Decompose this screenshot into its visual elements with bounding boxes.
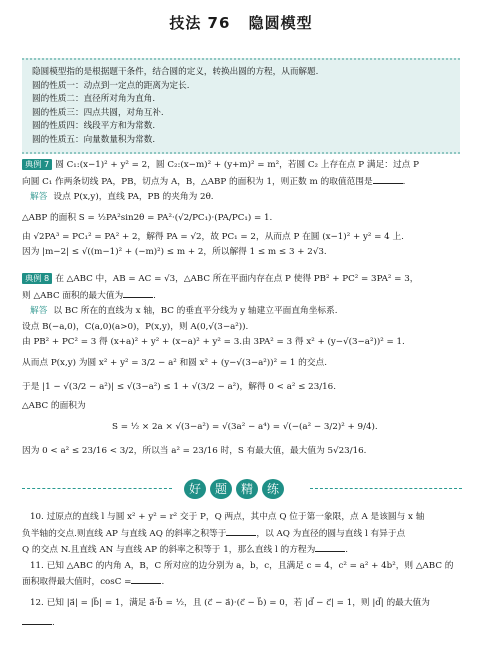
question-text: 在 △ABC 中，AB = AC = √3，△ABC 所在平面内存在点 P 使得 PB² + PC² = 3PA² = 3， — [55, 274, 419, 284]
intro-line: 隐圆模型指的是根据题干条件，结合圆的定义，转换出圆的方程，从而解题. — [32, 67, 319, 77]
example-tag: 典例 8 — [22, 273, 52, 284]
solution-text: 设点 P(x,y)，直线 PA，PB 的夹角为 2θ. — [53, 192, 214, 203]
solution-text: 因为 0 < a² ≤ 23/16 < 3/2，所以当 a² = 23/16 时，S 有最大值，最大值为 5√23/16. — [22, 445, 367, 456]
title-number: 技法 76 — [169, 14, 231, 32]
title-name: 隐圆模型 — [248, 14, 313, 32]
punct: . — [402, 176, 406, 187]
punct: . — [161, 577, 165, 588]
solution-text: 于是 |1 − √(3/2 − a²)| ≤ √(3−a²) ≤ 1 + √(3/2 − a²)，解得 0 < a² ≤ 23/16. — [22, 381, 336, 392]
intro-line: 圆的性质三：四点共圆，对角互补. — [32, 107, 164, 118]
answer-label: 解答 — [30, 192, 48, 203]
punct: . — [52, 617, 55, 628]
divider — [22, 488, 172, 489]
intro-line: 圆的性质四：线段平方和为常数. — [32, 121, 156, 132]
answer-blank — [226, 526, 256, 536]
problem-text: ，以 AQ 为直径的圆与直线 l 有异于点 — [256, 528, 406, 539]
intro-box — [22, 58, 460, 154]
solution-text: 由 √2PA³ = PC₁² = PA² + 2，解得 PA = √2，故 PC₁ = 2，从而点 P 在圆 (x−1)² + y² = 4 上. — [22, 231, 404, 242]
intro-line: 圆的性质一：动点到一定点的距离为定长. — [32, 80, 190, 91]
banner-char: 好 — [184, 479, 206, 499]
solution-text: 以 BC 所在的直线为 x 轴，BC 的垂直平分线为 y 轴建立平面直角坐标系. — [53, 306, 338, 317]
solution-text: 由 PB² + PC² = 3 得 (x+a)² + y² + (x−a)² + y² = 3.由 3PA² = 3 得 x² + (y−√(3−a²))² = 1. — [22, 337, 405, 348]
solution-text: △ABP 的面积 S = ½PA²sin2θ = PA²·(√2/PC₁)·(PA/PC₁) = 1. — [22, 212, 273, 223]
banner-char: 精 — [236, 479, 258, 499]
answer-blank — [22, 615, 52, 625]
answer-blank — [315, 542, 345, 552]
solution-text: 从而点 P(x,y) 为圆 x² + y² = 3/2 − a² 和圆 x² + (y−√(3−a²))² = 1 的交点. — [22, 357, 327, 368]
problem-text: 10. 过原点的直线 l 与圆 x² + y² = r² 交于 P，Q 两点，其中点 Q 位于第一象限，点 A 是该圆与 x 轴 — [30, 512, 425, 522]
problem-text: 11. 已知 △ABC 的内角 A，B，C 所对应的边分别为 a，b，c，且满足 c = 4，c² = a² + 4b²，则 △ABC 的 — [30, 560, 454, 571]
formula: S = ½ × 2a × √(3−a²) = √(3a² − a⁴) = √(−(a² − 3/2)² + 9/4). — [112, 421, 378, 432]
solution-text: 设点 B(−a,0)，C(a,0)(a>0)，P(x,y)，则 A(0,√(3−a²)). — [22, 321, 249, 332]
banner-char: 练 — [262, 479, 284, 499]
divider — [310, 488, 462, 489]
problem-text: 12. 已知 |a⃗| = |b⃗| = 1，满足 a⃗·b⃗ = ½，且 (c⃗ − a⃗)·(c⃗ − b⃗) = 0，若 |d⃗ − c⃗| = 1，则 |d⃗| 的最大值为 — [30, 597, 430, 608]
answer-blank — [131, 574, 161, 584]
problem-text: 面积取得最大值时，cosC = — [22, 577, 132, 588]
example-7 — [22, 158, 462, 261]
question-text: 向圆 C₁ 作两条切线 PA，PB，切点为 A，B，△ABP 的面积为 1，则正数 m 的取值范围是 — [22, 176, 373, 187]
answer-blank — [373, 174, 403, 184]
section-banner — [0, 478, 482, 500]
problem-text: Q 的交点 N.且直线 AN 与直线 AP 的斜率之积等于 1，那么直线 l 的方程为 — [22, 545, 316, 556]
banner-char: 题 — [210, 479, 232, 499]
answer-label: 解答 — [30, 306, 48, 317]
punct: . — [345, 545, 349, 556]
page-title — [0, 12, 482, 33]
problem-text: 负半轴的交点.则直线 AP 与直线 AQ 的斜率之积等于 — [22, 528, 227, 539]
question-text: 圆 C₁:(x−1)² + y² = 2，圆 C₂:(x−m)² + (y+m)² = m²，若圆 C₂ 上存在点 P 满足：过点 P — [55, 160, 419, 170]
example-8 — [22, 272, 462, 463]
intro-line: 圆的性质五：向量数量积为常数. — [32, 134, 156, 145]
answer-blank — [123, 288, 153, 298]
practice-problems — [22, 510, 462, 632]
solution-text: 因为 |m−2| ≤ √((m−1)² + (−m)²) ≤ m + 2，所以解得 1 ≤ m ≤ 3 + 2√3. — [22, 247, 327, 258]
punct: . — [153, 290, 156, 301]
solution-text: △ABC 的面积为 — [22, 400, 86, 411]
intro-line: 圆的性质二：直径所对角为直角. — [32, 94, 156, 105]
banner-title — [184, 478, 298, 500]
example-tag: 典例 7 — [22, 159, 52, 170]
question-text: 则 △ABC 面积的最大值为 — [22, 290, 124, 301]
